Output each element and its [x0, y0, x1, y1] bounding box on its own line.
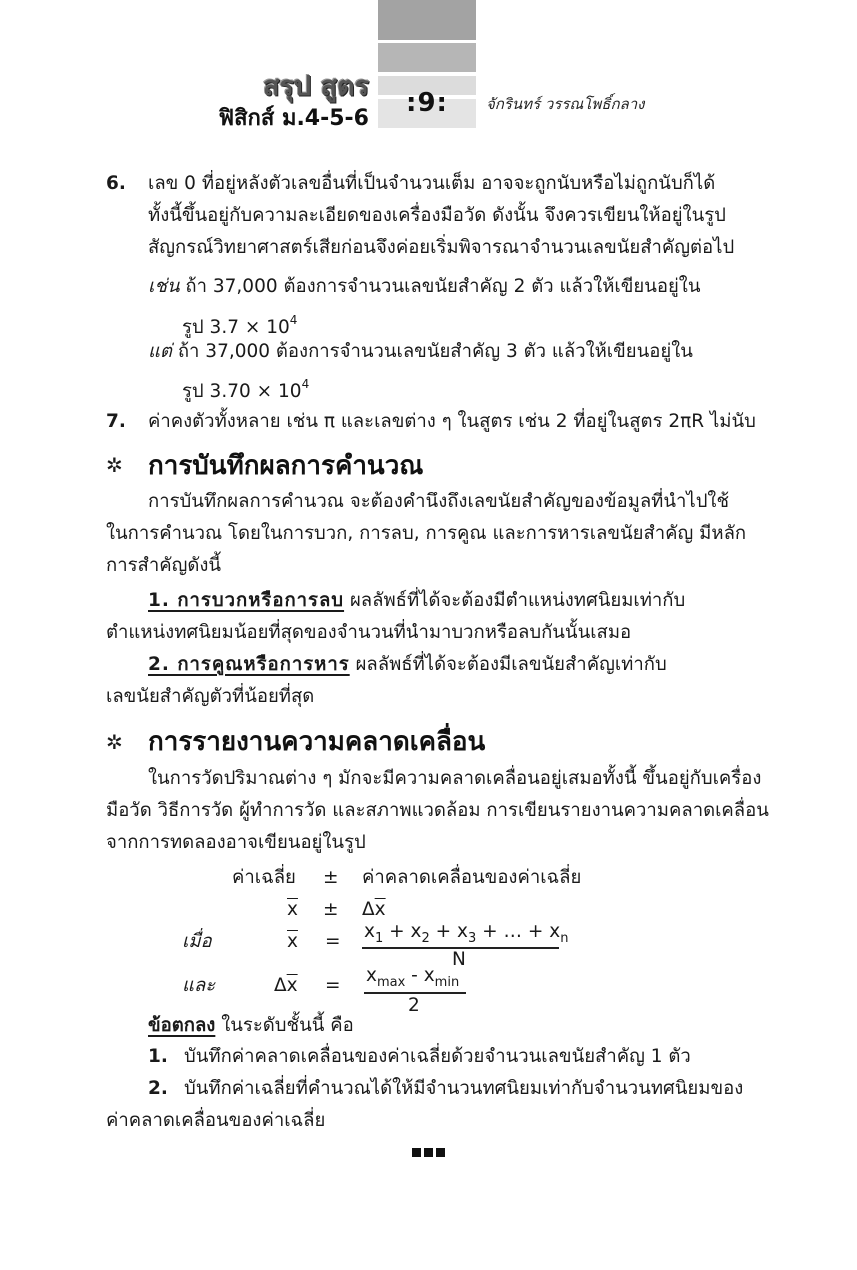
agreement-number: 2.	[148, 1078, 168, 1099]
formula-mean-label: ค่าเฉลี่ย	[232, 867, 296, 888]
x-bar: $\overline{x}$	[287, 899, 298, 920]
section-heading: การรายงานความคลาดเคลื่อน	[148, 727, 486, 757]
page-number: :9:	[406, 88, 448, 118]
delta-symbol: Δ	[362, 899, 375, 920]
example-lead: เช่น	[148, 276, 180, 297]
square-icon	[436, 1148, 445, 1157]
agreement-text: ในระดับชั้นนี้ คือ	[215, 1015, 354, 1036]
subscript: min	[434, 975, 460, 990]
var: x	[366, 965, 377, 986]
var: x	[410, 921, 422, 942]
rule-2	[148, 651, 667, 679]
delta-x-bar	[274, 972, 298, 1000]
subscript: 1	[374, 931, 384, 946]
text-line: ในการวัดปริมาณต่าง ๆ มักจะมีความคลาดเคลื่อนอยู่เสมอทั้งนี้ ขึ้นอยู่กับเครื่อง	[148, 768, 762, 789]
text-line: ในการคำนวณ โดยในการบวก, การลบ, การคูณ และการหารเลขนัยสำคัญ มีหลัก	[106, 523, 747, 544]
text-line: มือวัด วิธีการวัด ผู้ทำการวัด และสภาพแวดล้อม การเขียนรายงานความคลาดเคลื่อน	[106, 800, 769, 821]
rule-1	[148, 587, 685, 615]
rule-label: 2. การคูณหรือการหาร	[148, 654, 350, 675]
agreement-number: 1.	[148, 1046, 168, 1067]
and-label: และ	[182, 975, 216, 996]
text-line: ทั้งนี้ขึ้นอยู่กับความละเอียดของเครื่องมือวัด ดังนั้น จึงควรเขียนให้อยู่ในรูป	[148, 205, 726, 226]
when-label: เมื่อ	[182, 931, 212, 952]
square-icon	[412, 1148, 421, 1157]
scientific-notation: รูป 3.7 × 10	[182, 317, 290, 338]
var: x	[423, 965, 435, 986]
operator: +	[429, 921, 457, 942]
rule-text: ผลลัพธ์ที่ได้จะต้องมีเลขนัยสำคัญเท่ากับ	[349, 654, 667, 675]
subscript: max	[376, 975, 406, 990]
book-title: สรุป สูตร	[262, 71, 369, 102]
delta-symbol: Δ	[274, 975, 287, 996]
subscript: n	[560, 931, 569, 946]
rule-text: ผลลัพธ์ที่ได้จะต้องมีตำแหน่งทศนิยมเท่ากับ	[344, 590, 686, 611]
plus-minus-symbol: ±	[323, 899, 339, 920]
text-line: ค่าคลาดเคลื่อนของค่าเฉลี่ย	[106, 1110, 326, 1131]
var: x	[457, 921, 468, 942]
subscript: 3	[467, 931, 477, 946]
agreement-item: บันทึกค่าคลาดเคลื่อนของค่าเฉลี่ยด้วยจำนวนเลขนัยสำคัญ 1 ตัว	[184, 1046, 691, 1067]
text-line: เลขนัยสำคัญตัวที่น้อยที่สุด	[106, 686, 315, 707]
text-line: เลข 0 ที่อยู่หลังตัวเลขอื่นที่เป็นจำนวนเต็ม อาจจะถูกนับหรือไม่ถูกนับก็ได้	[148, 173, 716, 194]
gear-bullet-icon: ✲	[106, 453, 123, 477]
section-heading: การบันทึกผลการคำนวณ	[148, 451, 424, 481]
rule-label: 1. การบวกหรือการลบ	[148, 590, 345, 611]
operator: +	[383, 921, 411, 942]
agreement-heading	[148, 1012, 354, 1040]
item-number: 6.	[106, 173, 126, 194]
text-line: การสำคัญดังนี้	[106, 555, 222, 576]
book-subtitle: ฟิสิกส์ ม.4-5-6	[218, 106, 369, 131]
text-line: ตำแหน่งทศนิยมน้อยที่สุดของจำนวนที่นำมาบวกหรือลบกันนั้นเสมอ	[106, 622, 632, 643]
header-block-medium	[378, 43, 476, 72]
error-denominator: 2	[408, 995, 420, 1016]
subscript: 2	[421, 931, 430, 946]
example-1	[148, 273, 700, 301]
text-line: การบันทึกผลการคำนวณ จะต้องคำนึงถึงเลขนัยสำคัญของข้อมูลที่นำไปใช้	[148, 491, 730, 512]
header-block-dark	[378, 0, 476, 40]
item-number: 7.	[106, 411, 126, 432]
equals-symbol: =	[325, 975, 341, 996]
exponent: 4	[301, 377, 310, 391]
agreement-label: ข้อตกลง	[148, 1015, 216, 1036]
author-name: จักรินทร์ วรรณโพธิ์กลาง	[486, 95, 645, 113]
text-line: จากการทดลองอาจเขียนอยู่ในรูป	[106, 832, 366, 853]
operator: + … +	[476, 921, 550, 942]
var: x	[364, 921, 375, 942]
var: x	[549, 921, 561, 942]
example-text: ถ้า 37,000 ต้องการจำนวนเลขนัยสำคัญ 3 ตัว แล้วให้เขียนอยู่ใน	[171, 341, 693, 362]
agreement-item: บันทึกค่าเฉลี่ยที่คำนวณได้ให้มีจำนวนทศนิยมเท่ากับจำนวนทศนิยมของ	[184, 1078, 744, 1099]
exponent: 4	[289, 313, 298, 327]
example-lead: แต่	[148, 341, 172, 362]
text-line: ค่าคงตัวทั้งหลาย เช่น π และเลขต่าง ๆ ในสูตร เช่น 2 ที่อยู่ในสูตร 2πR ไม่นับ	[148, 411, 756, 432]
plus-minus-symbol: ±	[323, 867, 339, 888]
formula-error-label: ค่าคลาดเคลื่อนของค่าเฉลี่ย	[362, 867, 582, 888]
x-bar: $\overline{x}$	[287, 931, 298, 952]
example-2	[148, 338, 693, 366]
text-line: สัญกรณ์วิทยาศาสตร์เสียก่อนจึงค่อยเริ่มพิจารณาจำนวนเลขนัยสำคัญต่อไป	[148, 237, 735, 258]
mean-denominator: N	[452, 949, 466, 970]
example-text: ถ้า 37,000 ต้องการจำนวนเลขนัยสำคัญ 2 ตัว แล้วให้เขียนอยู่ใน	[179, 276, 701, 297]
x-bar: $\overline{x}$	[374, 899, 386, 920]
equals-symbol: =	[325, 931, 341, 952]
scientific-notation: รูป 3.70 × 10	[182, 381, 302, 402]
x-bar: $\overline{x}$	[286, 975, 298, 996]
example-1-form	[182, 306, 297, 342]
square-icon	[424, 1148, 433, 1157]
gear-bullet-icon: ✲	[106, 730, 123, 754]
operator: -	[405, 965, 424, 986]
example-2-form	[182, 370, 309, 406]
